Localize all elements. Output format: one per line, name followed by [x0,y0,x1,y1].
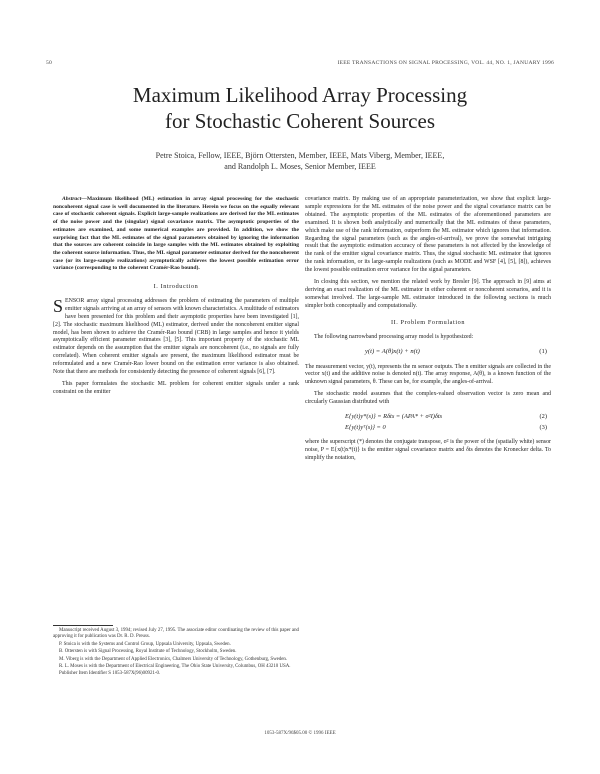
formulation-paragraph-3: The stochastic model assumes that the complex-valued observation vector is zero mean and circularly Gaussian distributed with [305,391,551,406]
abstract-text: Maximum likelihood (ML) estimation in array signal processing for the stochastic noncoherent signal case is well documented in the literature. Herein we focus on the equally relevant case of stochastic coherent signals. Explicit large-sample realizations are derived for the ML estimates of the noise power and the (singular) signal covariance matrix. The asymptotic properties of the estimates are examined, and some numerical examples are provided. In addition, we show the surprising fact that the ML estimates of the signal parameters obtained by ignoring the information that the sources are coherent coincide in large samples with the ML estimates obtained by exploiting the coherent source information. Thus, the ML signal parameter estimator derived for the noncoherent case (or its large-sample realizations) asymptotically achieves the lowest possible estimation error variance (corresponding to the coherent Cramér-Rao bound). [53,196,299,272]
authors-line-1: Petre Stoica, Fellow, IEEE, Björn Ottersten, Member, IEEE, Mats Viberg, Member, IEEE, [155,151,445,160]
section-heading-problem-formulation: II. Problem Formulation [390,318,466,326]
drop-cap: S [53,295,64,316]
equation-2-body: E{y(t)y*(s)} = Rδts = (APA* + σ²I)δts [345,413,443,421]
section-heading-introduction: I. Introduction [153,283,199,291]
footnote-moses: R. L. Moses is with the Department of Electrical Engineering, The Ohio State University, Columbus, OH 43210 USA. [59,664,291,670]
intro-paragraph-3: covariance matrix. By making use of an appropriate parameterization, we show that explicit large-sample expressions for the ML estimates of the noise power and the signal covariance matrix can be obtained. The asymptotic properties of the ML estimates of the aforementioned parameters are examined. It is shown both analytically and numerically that the ML estimates of these parameters, which make use of the rank information, outperform the ML estimator which ignores that information. Regarding the signal parameters (such as the angles-of-arrival), we prove the somewhat intriguing result that the asymptotic estimation accuracy of these parameters is not affected by the knowledge of the rank of the emitter signal covariance matrix. Thus, the signal stochastic ML estimator that ignores the rank information, or its large-sample realizations (such as MODE and WSF [4], [5], [8]), achieves the lowest possible estimation error variance for the signal parameters. [305,196,551,274]
author-list [80,150,520,172]
page-number: 50 [46,60,52,66]
intro-paragraph-4: In closing this section, we mention the related work by Bresler [9]. The approach in [9] aims at deriving an exact realization of the ML estimator in either coherent or noncoherent scenarios, and it is somewhat involved. The large-sample ML estimator introduced in the following sections is much simpler both conceptually and computationally. [305,279,551,309]
left-column [53,196,299,401]
intro-paragraph-2: This paper formulates the stochastic ML problem for coherent emitter signals under a rank constraint on the emitter [53,381,299,395]
equation-1-body: y(t) = A(θ)x(t) + n(t) [365,347,420,355]
equation-3-body: E{y(t)yᵀ(s)} = 0 [345,424,386,432]
running-head [46,60,554,70]
equations-2-3 [305,411,551,435]
intro-paragraph-1 [53,295,299,377]
equation-2-number: (2) [539,413,547,421]
abstract [53,196,299,273]
footnote-stoica: P. Stoica is with the Systems and Control Group, Uppsala University, Uppsala, Sweden. [59,641,231,647]
footnote-viberg: M. Viberg is with the Department of Applied Electronics, Chalmers University of Technology, Gothenburg, Sweden. [59,656,288,662]
title-line-1: Maximum Likelihood Array Processing [132,83,468,107]
formulation-paragraph-2: The measurement vector, y(t), represents the m sensor outputs. The n emitter signals are collected in the vector x(t) and the additive noise is denoted n(t). The array response, A(θ), is a known function of the unknown signal parameters, θ. These can be, for example, the angles-of-arrival. [305,363,551,386]
footnotes [53,628,299,679]
footnote-publisher-id: Publisher Item Identifier S 1053-587X(96)00921-0. [59,671,161,677]
footnote-ottersten: B. Ottersten is with Signal Processing, Royal Institute of Technology, Stockholm, Sweden. [59,649,237,655]
paper-title [0,82,600,134]
authors-line-2: and Randolph L. Moses, Senior Member, IEEE [224,162,376,171]
equation-3-number: (3) [539,424,547,432]
formulation-paragraph-1: The following narrowband processing array model is hypothesized: [314,333,474,340]
copyright-line: 1053-587X/96$05.00 © 1996 IEEE [264,731,336,736]
footnote-divider [53,625,113,626]
formulation-paragraph-4: where the superscript (*) denotes the conjugate transpose, σ² is the power of the (spatially white) sensor noise, P = E{x(t)x*(t)} is the emitter signal covariance matrix and δts denotes the Kronecker delta. To simplify the notation, [305,439,551,461]
equation-1-number: (1) [539,347,547,355]
equation-1 [305,346,551,360]
journal-header: IEEE TRANSACTIONS ON SIGNAL PROCESSING, VOL. 44, NO. 1, JANUARY 1996 [337,60,554,66]
title-line-2: for Stochastic Coherent Sources [164,109,436,133]
intro-paragraph-1-text: ENSOR array signal processing addresses the problem of estimating the parameters of multiple emitter signals arriving at an array of sensors with known characteristics. A multitude of estimators have been presented for this problem and their asymptotic properties have been investigated [1], [2]. The stochastic maximum likelihood (ML) estimator, derived under the noncoherent emitter signal model, has been shown to achieve the Cramér-Rao bound (CRB) in large samples and hence it yields asymptotically efficient parameter estimates [3], [5]. This important property of the stochastic ML estimator depends on the assumption that the emitter signals are noncoherent (i.e., no signals are fully correlated). When coherent emitter signals are present, the maximum likelihood estimator must be reformulated and a new Cramér-Rao lower bound on the estimation error variance is also obtained. Note that there are methods for consistently detecting the presence of coherent signals [6], [7]. [53,297,299,376]
right-column [305,196,551,467]
abstract-label: Abstract— [62,196,87,202]
footnote-manuscript: Manuscript received August 3, 1994; revised July 27, 1995. The associate editor coordinating the review of this paper and approving it for publication was Dr. R. D. Preuss. [53,628,299,640]
